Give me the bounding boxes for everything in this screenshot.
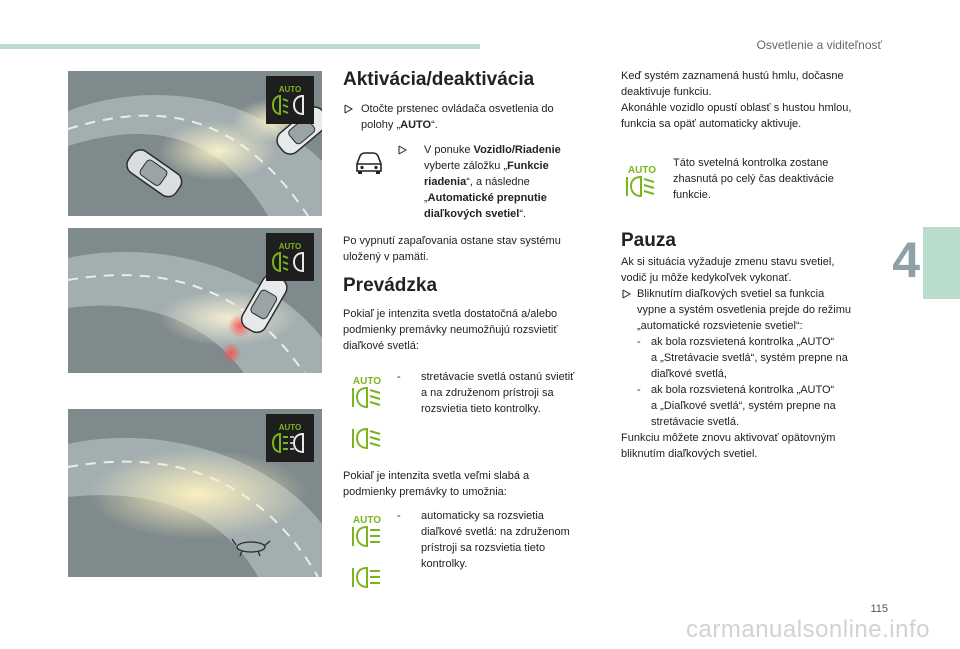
paragraph-sufficient-light: Pokiaľ je intenzita svetla dostatočná a/alebo podmienky premávky neumožňujú rozsvietiť diaľkové svetlá: <box>343 308 558 352</box>
paragraph-fog: Keď systém zaznamená hustú hmlu, dočasne deaktivuje funkciu. Akonáhle vozidlo opustí oblasť s hustou hmlou, funkcia sa opäť automaticky aktivuje. <box>621 70 852 130</box>
chapter-tab <box>923 227 960 299</box>
bullet-arrow-icon <box>397 142 409 158</box>
paragraph-lamp-off: Táto svetelná kontrolka zostane zhasnutá po celý čas deaktivácie funkcie. <box>673 157 834 201</box>
dashboard-icons-lowbeam <box>266 76 314 124</box>
paragraph-reactivate: Funkciu môžete znovu aktivovať opätovným bliknutím diaľkových svetiel. <box>621 432 836 460</box>
header-accent-bar <box>0 44 480 49</box>
illustration-lowbeam-oncoming <box>68 228 322 373</box>
dashboard-icons-lowbeam <box>266 233 314 281</box>
dash-marker: - <box>637 384 641 396</box>
svg-text:AUTO: AUTO <box>278 423 302 432</box>
paragraph-highbeam-auto: automaticky sa rozsvietia diaľkové svetlá: na združenom prístroji sa rozsvietia tieto kontrolky. <box>421 510 570 570</box>
auto-lowbeam-green-icon <box>350 374 384 410</box>
dashboard-icons-highbeam <box>266 414 314 462</box>
paragraph-case-lowbeam: ak bola rozsvietená kontrolka „AUTO“ a „Stretávacie svetlá“, systém prepne na diaľkové svetlá, <box>651 336 848 380</box>
auto-lamp-green-icon <box>624 163 660 199</box>
highbeam-green-icon <box>350 566 384 590</box>
dash-marker: - <box>397 371 401 383</box>
paragraph-turn-ring: Otočte prstenec ovládača osvetlenia do polohy „AUTO“. <box>361 103 554 131</box>
car-menu-icon <box>354 150 384 176</box>
chapter-number: 4 <box>892 232 920 288</box>
svg-text:AUTO: AUTO <box>278 85 302 94</box>
paragraph-lowbeam-stays: stretávacie svetlá ostanú svietiť a na združenom prístroji sa rozsvietia tieto kontrolky. <box>421 371 575 415</box>
svg-text:AUTO: AUTO <box>278 242 302 251</box>
heading-operation: Prevádzka <box>343 275 438 296</box>
lowbeam-green-icon <box>350 427 384 451</box>
illustration-highbeam-empty-road <box>68 409 322 577</box>
auto-highbeam-green-icon <box>350 513 384 549</box>
dash-marker: - <box>397 510 401 522</box>
heading-pause: Pauza <box>621 230 676 251</box>
paragraph-pause-intro: Ak si situácia vyžaduje zmenu stavu svetiel, vodič ju môže kedykoľvek vykonať. <box>621 256 835 284</box>
paragraph-case-highbeam: ak bola rozsvietená kontrolka „AUTO“ a „Diaľkové svetlá“, systém prepne na stretávacie svetlá. <box>651 384 836 428</box>
watermark: carmanualsonline.info <box>686 616 930 643</box>
svg-text:AUTO: AUTO <box>352 376 382 387</box>
paragraph-flash-highbeam: Bliknutím diaľkových svetiel sa funkcia vypne a systém osvetlenia prejde do režimu „automatické rozsvietenie svetiel“: <box>637 288 851 332</box>
bullet-arrow-icon <box>621 286 633 302</box>
svg-text:AUTO: AUTO <box>627 165 657 176</box>
dash-marker: - <box>637 336 641 348</box>
section-title: Osvetlenie a viditeľnosť <box>756 38 882 52</box>
heading-activation: Aktivácia/deaktivácia <box>343 69 535 90</box>
svg-text:AUTO: AUTO <box>352 515 382 526</box>
paragraph-memory: Po vypnutí zapaľovania ostane stav systému uložený v pamäti. <box>343 235 561 263</box>
illustration-auto-mode-traffic <box>68 71 322 216</box>
bullet-arrow-icon <box>343 101 355 117</box>
paragraph-weak-light: Pokiaľ je intenzita svetla veľmi slabá a podmienky premávky to umožnia: <box>343 470 530 498</box>
paragraph-menu-instructions: V ponuke Vozidlo/Riadenie vyberte záložku „Funkcie riadenia“, a následne „Automatické prepnutie diaľkových svetiel“. <box>424 144 561 220</box>
page-number: 115 <box>870 603 888 615</box>
